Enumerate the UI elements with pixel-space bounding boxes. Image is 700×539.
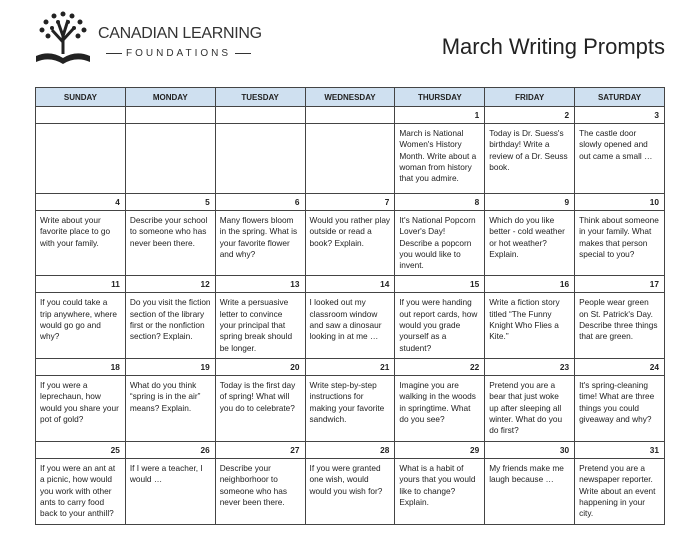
prompt-cell: Write a persuasive letter to convince your principal that spring break should be longer.	[215, 293, 305, 358]
prompt-cell: Think about someone in your family. What makes that person special to you?	[575, 211, 665, 276]
prompt-cell	[36, 124, 126, 194]
date-number	[125, 107, 215, 124]
date-number: 30	[485, 441, 575, 458]
prompt-cell	[215, 124, 305, 194]
date-number: 3	[575, 107, 665, 124]
date-number: 7	[305, 194, 395, 211]
prompt-cell: Would you rather play outside or read a book? Explain.	[305, 211, 395, 276]
date-number: 13	[215, 276, 305, 293]
prompt-cell: What is a habit of yours that you would like to change? Explain.	[395, 458, 485, 524]
prompt-cell: The castle door slowly opened and out came a small …	[575, 124, 665, 194]
day-header: TUESDAY	[215, 88, 305, 107]
date-number: 1	[395, 107, 485, 124]
prompt-cell: What do you think “spring is in the air” means? Explain.	[125, 375, 215, 441]
prompt-row	[36, 375, 665, 441]
date-number: 17	[575, 276, 665, 293]
page-title: March Writing Prompts	[441, 34, 665, 59]
date-number	[215, 107, 305, 124]
prompt-cell: Today is Dr. Suess's birthday! Write a review of a Dr. Seuss book.	[485, 124, 575, 194]
prompt-row	[36, 211, 665, 276]
logo-name: CANADIAN LEARNING	[98, 25, 262, 42]
prompt-cell: It's National Popcorn Lover's Day! Describe a popcorn you would like to invent.	[395, 211, 485, 276]
prompt-row	[36, 458, 665, 524]
date-number: 15	[395, 276, 485, 293]
date-number: 23	[485, 358, 575, 375]
date-number: 28	[305, 441, 395, 458]
prompt-cell: March is National Women's History Month. Write about a woman from history that you admire.	[395, 124, 485, 194]
day-header: SUNDAY	[36, 88, 126, 107]
date-number: 21	[305, 358, 395, 375]
date-number: 2	[485, 107, 575, 124]
date-row	[36, 358, 665, 375]
date-number	[305, 107, 395, 124]
date-number: 11	[36, 276, 126, 293]
date-number: 27	[215, 441, 305, 458]
day-header: MONDAY	[125, 88, 215, 107]
prompt-cell: Write about your favorite place to go with your family.	[36, 211, 126, 276]
date-number: 9	[485, 194, 575, 211]
prompt-cell: Pretend you are a bear that just woke up after sleeping all winter. What do you do first?	[485, 375, 575, 441]
date-number: 19	[125, 358, 215, 375]
prompt-cell	[305, 124, 395, 194]
date-number: 5	[125, 194, 215, 211]
prompt-cell: If you were granted one wish, would would you wish for?	[305, 458, 395, 524]
date-number: 22	[395, 358, 485, 375]
prompt-cell: Describe your neighborhoor to someone who has never been there.	[215, 458, 305, 524]
prompt-cell: Write a fiction story titled “The Funny Knight Who Flies a Kite.”	[485, 293, 575, 358]
date-number: 6	[215, 194, 305, 211]
date-number: 24	[575, 358, 665, 375]
prompt-cell: Do you visit the fiction section of the library first or the nonfiction section? Explain.	[125, 293, 215, 358]
date-number: 10	[575, 194, 665, 211]
day-header-row	[36, 88, 665, 107]
prompt-cell: Imagine you are walking in the woods in springtime. What do you see?	[395, 375, 485, 441]
prompt-cell: If you were a leprechaun, how would you share your pot of gold?	[36, 375, 126, 441]
prompt-cell: Pretend you are a newspaper reporter. Write about an event happening in your city.	[575, 458, 665, 524]
day-header: THURSDAY	[395, 88, 485, 107]
prompt-cell: Today is the first day of spring! What will you do to celebrate?	[215, 375, 305, 441]
prompt-cell: My friends make me laugh because …	[485, 458, 575, 524]
logo-subname: FOUNDATIONS	[102, 48, 255, 60]
date-row	[36, 441, 665, 458]
prompt-cell: If you were an ant at a picnic, how would you work with other ants to carry food back to your anthill?	[36, 458, 126, 524]
logo	[32, 8, 262, 70]
date-number	[36, 107, 126, 124]
day-header: SATURDAY	[575, 88, 665, 107]
prompt-cell: People wear green on St. Patrick's Day. Describe three things that are green.	[575, 293, 665, 358]
prompt-cell: If you were handing out report cards, how would you grade yourself as a student?	[395, 293, 485, 358]
day-header: FRIDAY	[485, 88, 575, 107]
date-number: 8	[395, 194, 485, 211]
date-number: 4	[36, 194, 126, 211]
prompt-cell: If I were a teacher, I would …	[125, 458, 215, 524]
date-number: 16	[485, 276, 575, 293]
prompt-cell: I looked out my classroom window and saw a dinosaur looking in at me …	[305, 293, 395, 358]
prompt-row	[36, 124, 665, 194]
calendar	[35, 87, 665, 525]
tree-book-icon	[32, 8, 94, 70]
prompt-cell: If you could take a trip anywhere, where would go go and why?	[36, 293, 126, 358]
prompt-cell: Which do you like better - cold weather or hot weather? Explain.	[485, 211, 575, 276]
date-number: 14	[305, 276, 395, 293]
date-number: 20	[215, 358, 305, 375]
date-row	[36, 276, 665, 293]
date-number: 31	[575, 441, 665, 458]
date-row	[36, 107, 665, 124]
prompt-cell: Many flowers bloom in the spring. What is your favorite flower and why?	[215, 211, 305, 276]
prompt-cell: It's spring-cleaning time! What are three things you could giveaway and why?	[575, 375, 665, 441]
date-number: 26	[125, 441, 215, 458]
day-header: WEDNESDAY	[305, 88, 395, 107]
prompt-cell: Describe your school to someone who has never been there.	[125, 211, 215, 276]
date-number: 18	[36, 358, 126, 375]
date-number: 29	[395, 441, 485, 458]
prompt-cell	[125, 124, 215, 194]
prompt-row	[36, 293, 665, 358]
prompt-cell: Write step-by-step instructions for making your favorite sandwich.	[305, 375, 395, 441]
date-row	[36, 194, 665, 211]
date-number: 25	[36, 441, 126, 458]
date-number: 12	[125, 276, 215, 293]
